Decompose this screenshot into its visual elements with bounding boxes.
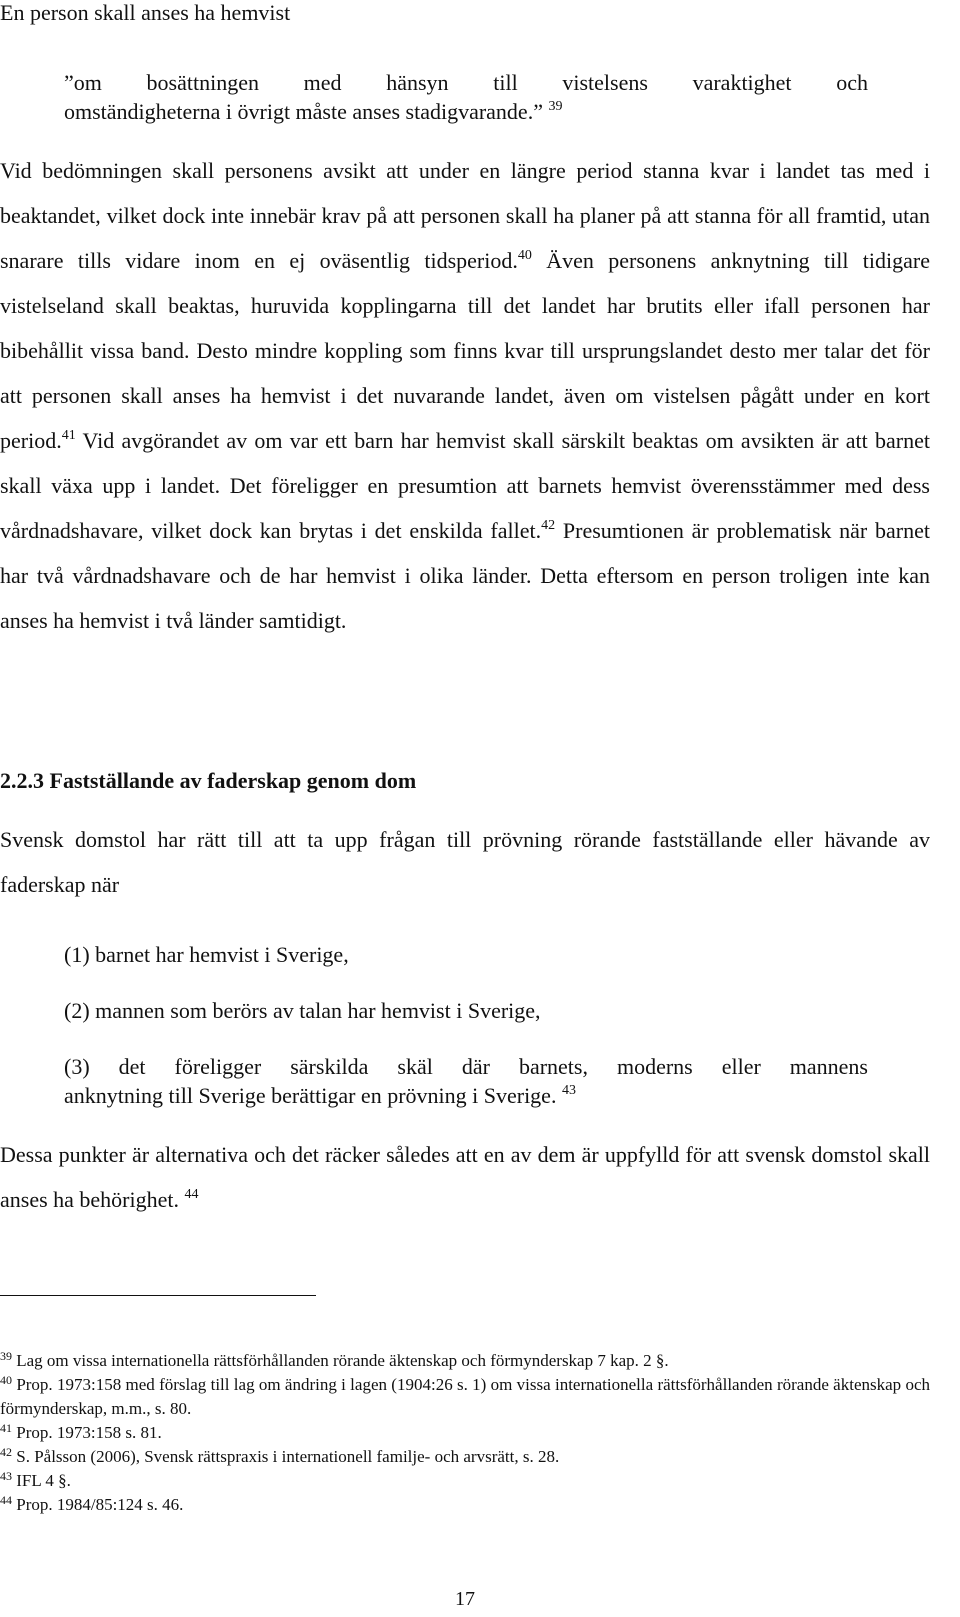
section-heading: 2.2.3 Fastställande av faderskap genom dom xyxy=(0,768,417,793)
footnote-number: 44 xyxy=(0,1493,12,1507)
footnote-text: Prop. 1973:158 med förslag till lag om ändring i lagen (1904:26 s. 1) om vissa internationella rättsförhållanden rörande äktenskap och förmynderskap, m.m., s. 80. xyxy=(0,1375,930,1418)
block-quote xyxy=(64,68,868,126)
footnote-text: S. Pålsson (2006), Svensk rättspraxis i internationell familje- och arvsrätt, s. 28. xyxy=(16,1447,560,1466)
paragraph-text: Dessa punkter är alternativa och det räcker således att en av dem är uppfylld för att svensk domstol skall anses ha behörighet. xyxy=(0,1142,930,1212)
list-item: (2) mannen som berörs av talan har hemvist i Sverige, xyxy=(64,998,541,1023)
footnote-text: IFL 4 §. xyxy=(16,1471,71,1490)
footnotes xyxy=(0,1349,930,1517)
footnote-number: 42 xyxy=(0,1445,12,1459)
footnote-number: 43 xyxy=(0,1469,12,1483)
paragraph-hemvist xyxy=(0,148,930,643)
paragraph-conclusion xyxy=(0,1132,930,1222)
footnote-item xyxy=(0,1445,930,1469)
footnote-ref-42[interactable]: 42 xyxy=(541,518,556,533)
footnote-item xyxy=(0,1349,930,1373)
footnote-item xyxy=(0,1373,930,1421)
footnote-item xyxy=(0,1469,930,1493)
footnote-text: Prop. 1973:158 s. 81. xyxy=(16,1423,162,1442)
paragraph-domstol: Svensk domstol har rätt till att ta upp frågan till prövning rörande fastställande eller hävande av faderskap när xyxy=(0,827,930,897)
footnote-number: 39 xyxy=(0,1349,12,1363)
list-item-line-2: anknytning till Sverige berättigar en prövning i Sverige. xyxy=(64,1083,557,1108)
list-item-line-1: (3) det föreligger särskilda skäl där barnets, moderns eller mannens xyxy=(64,1054,868,1079)
footnote-item xyxy=(0,1493,930,1517)
footnote-ref-39[interactable]: 39 xyxy=(548,99,563,114)
paragraph-text: Presumtionen är problematisk när barnet har två vårdnadshavare och de har hemvist i olika länder. Detta eftersom en person troligen inte kan anses ha hemvist i två länder samtidigt. xyxy=(0,518,930,633)
footnote-text: Prop. 1984/85:124 s. 46. xyxy=(16,1495,184,1514)
footnote-ref-40[interactable]: 40 xyxy=(517,248,532,263)
footnote-ref-43[interactable]: 43 xyxy=(561,1083,576,1098)
footnote-item xyxy=(0,1421,930,1445)
footnote-divider xyxy=(0,1295,316,1296)
quote-line-2 xyxy=(64,97,868,126)
page-number: 17 xyxy=(455,1588,475,1610)
paragraph-text: Vid bedömningen skall personens avsikt att under en längre period stanna kvar i landet tas med i beaktandet, vilket dock inte innebär krav på att personen skall ha planer på att stanna för all framtid, utan snarare tills vidare inom en ej oväsentlig tidsperiod. xyxy=(0,158,930,273)
footnote-number: 41 xyxy=(0,1421,12,1435)
footnote-ref-44[interactable]: 44 xyxy=(184,1187,199,1202)
paragraph-text: Vid avgörandet av om var ett barn har hemvist skall särskilt beaktas om avsikten är att barnet skall växa upp i landet. Det föreligger en presumtion att barnets hemvist överensstämmer med dess vårdnadshavare, vilket dock kan brytas i det enskilda fallet. xyxy=(0,428,930,543)
paragraph-text: Även personens anknytning till tidigare vistelseland skall beaktas, huruvida kopplingarna till det landet har brutits eller ifall personen har bibehållit vissa band. Desto mindre koppling som finns kvar till ursprungslandet desto mer talar det för att personen skall anses ha hemvist i det nuvarande landet, även om vistelsen pågått under en kort period. xyxy=(0,248,930,453)
quote-line-2-text: omständigheterna i övrigt måste anses stadigvarande.” xyxy=(64,99,543,124)
list-item: (1) barnet har hemvist i Sverige, xyxy=(64,942,349,967)
footnote-number: 40 xyxy=(0,1373,12,1387)
page-header-text: En person skall anses ha hemvist xyxy=(0,0,291,25)
footnote-ref-41[interactable]: 41 xyxy=(61,428,76,443)
footnote-text: Lag om vissa internationella rättsförhållanden rörande äktenskap och förmynderskap 7 kap. 2 §. xyxy=(16,1351,669,1370)
quote-line-1: ”om bosättningen med hänsyn till vistelsens varaktighet och xyxy=(64,70,868,95)
list-item xyxy=(64,1052,868,1110)
